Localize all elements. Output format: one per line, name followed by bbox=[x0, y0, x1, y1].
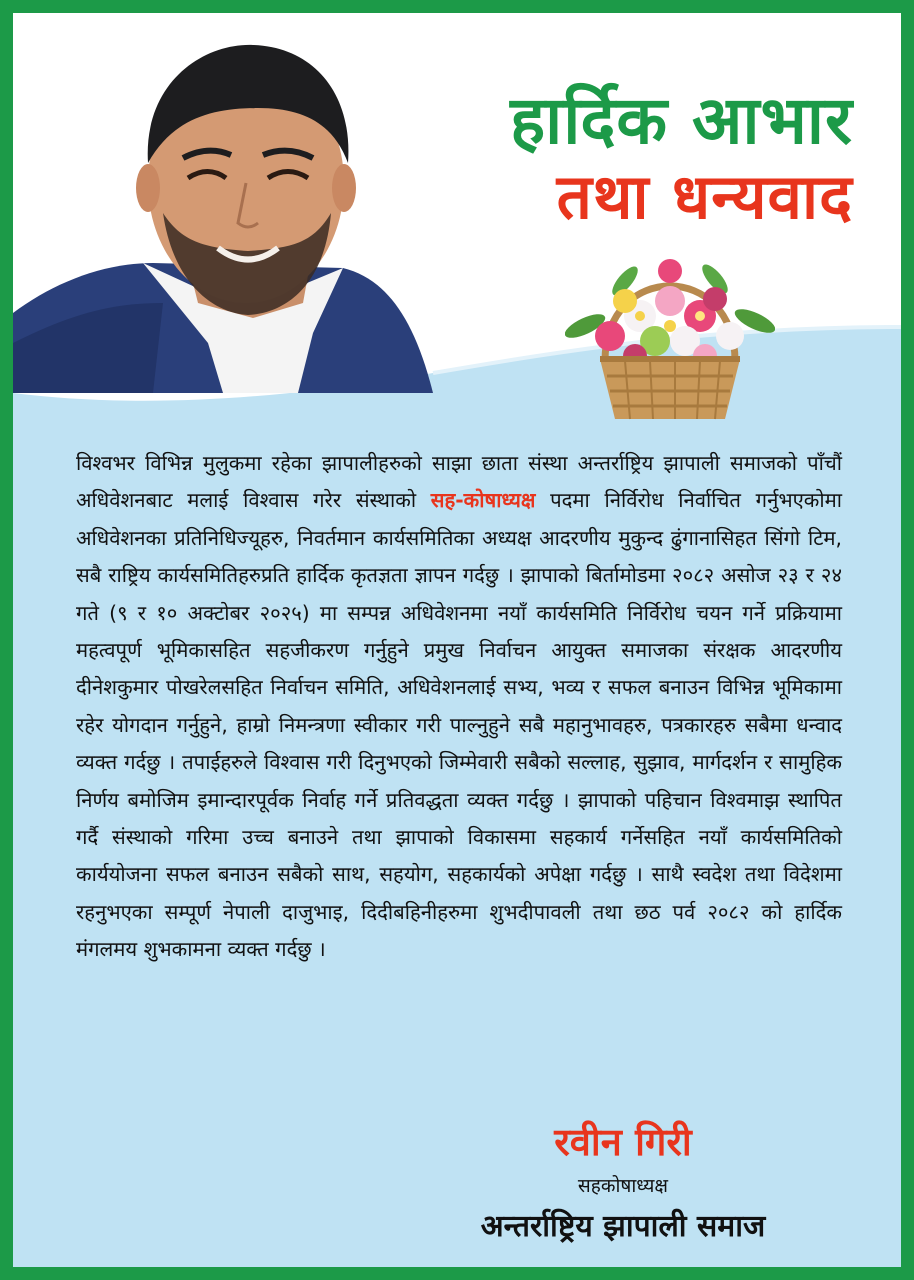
signature-role: सहकोषाध्यक्ष bbox=[577, 1175, 669, 1197]
body-text-before: विश्वभर विभिन्न मुलुकमा रहेका झापालीहरुको साझा छाता संस्था अन्तर्राष्ट्रिय झापाली समाजको पाँचौं अधिवेशनबाट मलाई विश्वास गरेर संस्थाको bbox=[76, 451, 842, 513]
flower-basket-image bbox=[565, 241, 775, 427]
highlight-role: सह-कोषाध्यक्ष bbox=[430, 488, 536, 513]
signature-name: रवीन गिरी bbox=[554, 1120, 692, 1164]
signature-organization: अन्तर्राष्ट्रिय झापाली समाज bbox=[480, 1209, 766, 1244]
body-paragraph bbox=[76, 445, 842, 969]
title-line-1: हार्दिक आभार bbox=[510, 82, 853, 159]
poster-frame bbox=[13, 13, 901, 1267]
body-text-after: पदमा निर्विरोध निर्वाचित गर्नुभएकोमा अधिवेशनका प्रतिनिधिज्यूहरु, निवर्तमान कार्यसमितिका अध्यक्ष आदरणीय मुकुन्द ढुंगानासिहत सिंगो टिम, सबै राष्ट्रिय कार्यसमितिहरुप्रति हार्दिक कृतज्ञता ज्ञापन गर्दछु । झापाको बिर्तामोडमा २०८२ असोज २३ र २४ गते (९ र १० अक्टोबर २०२५) मा सम्पन्न अधिवेशनमा नयाँ कार्यसमिति निर्विरोध चयन गर्ने प्रक्रियामा महत्वपूर्ण भूमिकासहित सहजीकरण गर्नुहुने प्रमुख निर्वाचन आयुक्त समाजका संरक्षक आदरणीय दीनेशकुमार पोखरेलसहित निर्वाचन समिति, अधिवेशनलाई सभ्य, भव्य र सफल बनाउन विभिन्न भूमिकामा रहेर योगदान गर्नुहुने, हाम्रो निमन्त्रणा स्वीकार गरी पाल्नुहुने सबै महानुभावहरु, पत्रकारहरु सबैमा धन्वाद व्यक्त गर्दछु । तपाईहरुले विश्वास गरी दिनुभएको जिम्मेवारी सबैको सल्लाह, सुझाव, मार्गदर्शन र सामुहिक निर्णय बमोजिम इमान्दारपूर्वक निर्वाह गर्ने प्रतिवद्धता व्यक्त गर्दछु । झापाको पहिचान विश्वमाझ स्थापित गर्दै संस्थाको गरिमा उच्च बनाउने तथा झापाको विकासमा सहकार्य गर्नेसहित नयाँ कार्यसमितिको कार्ययोजना सफल बनाउन सबैको साथ, सहयोग, सहकार्यको अपेक्षा गर्दछु । साथै स्वदेश तथा विदेशमा रहनुभएका सम्पूर्ण नेपाली दाजुभाइ, दिदीबहिनीहरुमा शुभदीपावली तथा छठ पर्व २०८२ को हार्दिक मंगलमय शुभकामना व्यक्त गर्दछु । bbox=[76, 488, 843, 962]
portrait-photo bbox=[13, 13, 453, 413]
title-line-2: तथा धन्यवाद bbox=[556, 160, 853, 233]
